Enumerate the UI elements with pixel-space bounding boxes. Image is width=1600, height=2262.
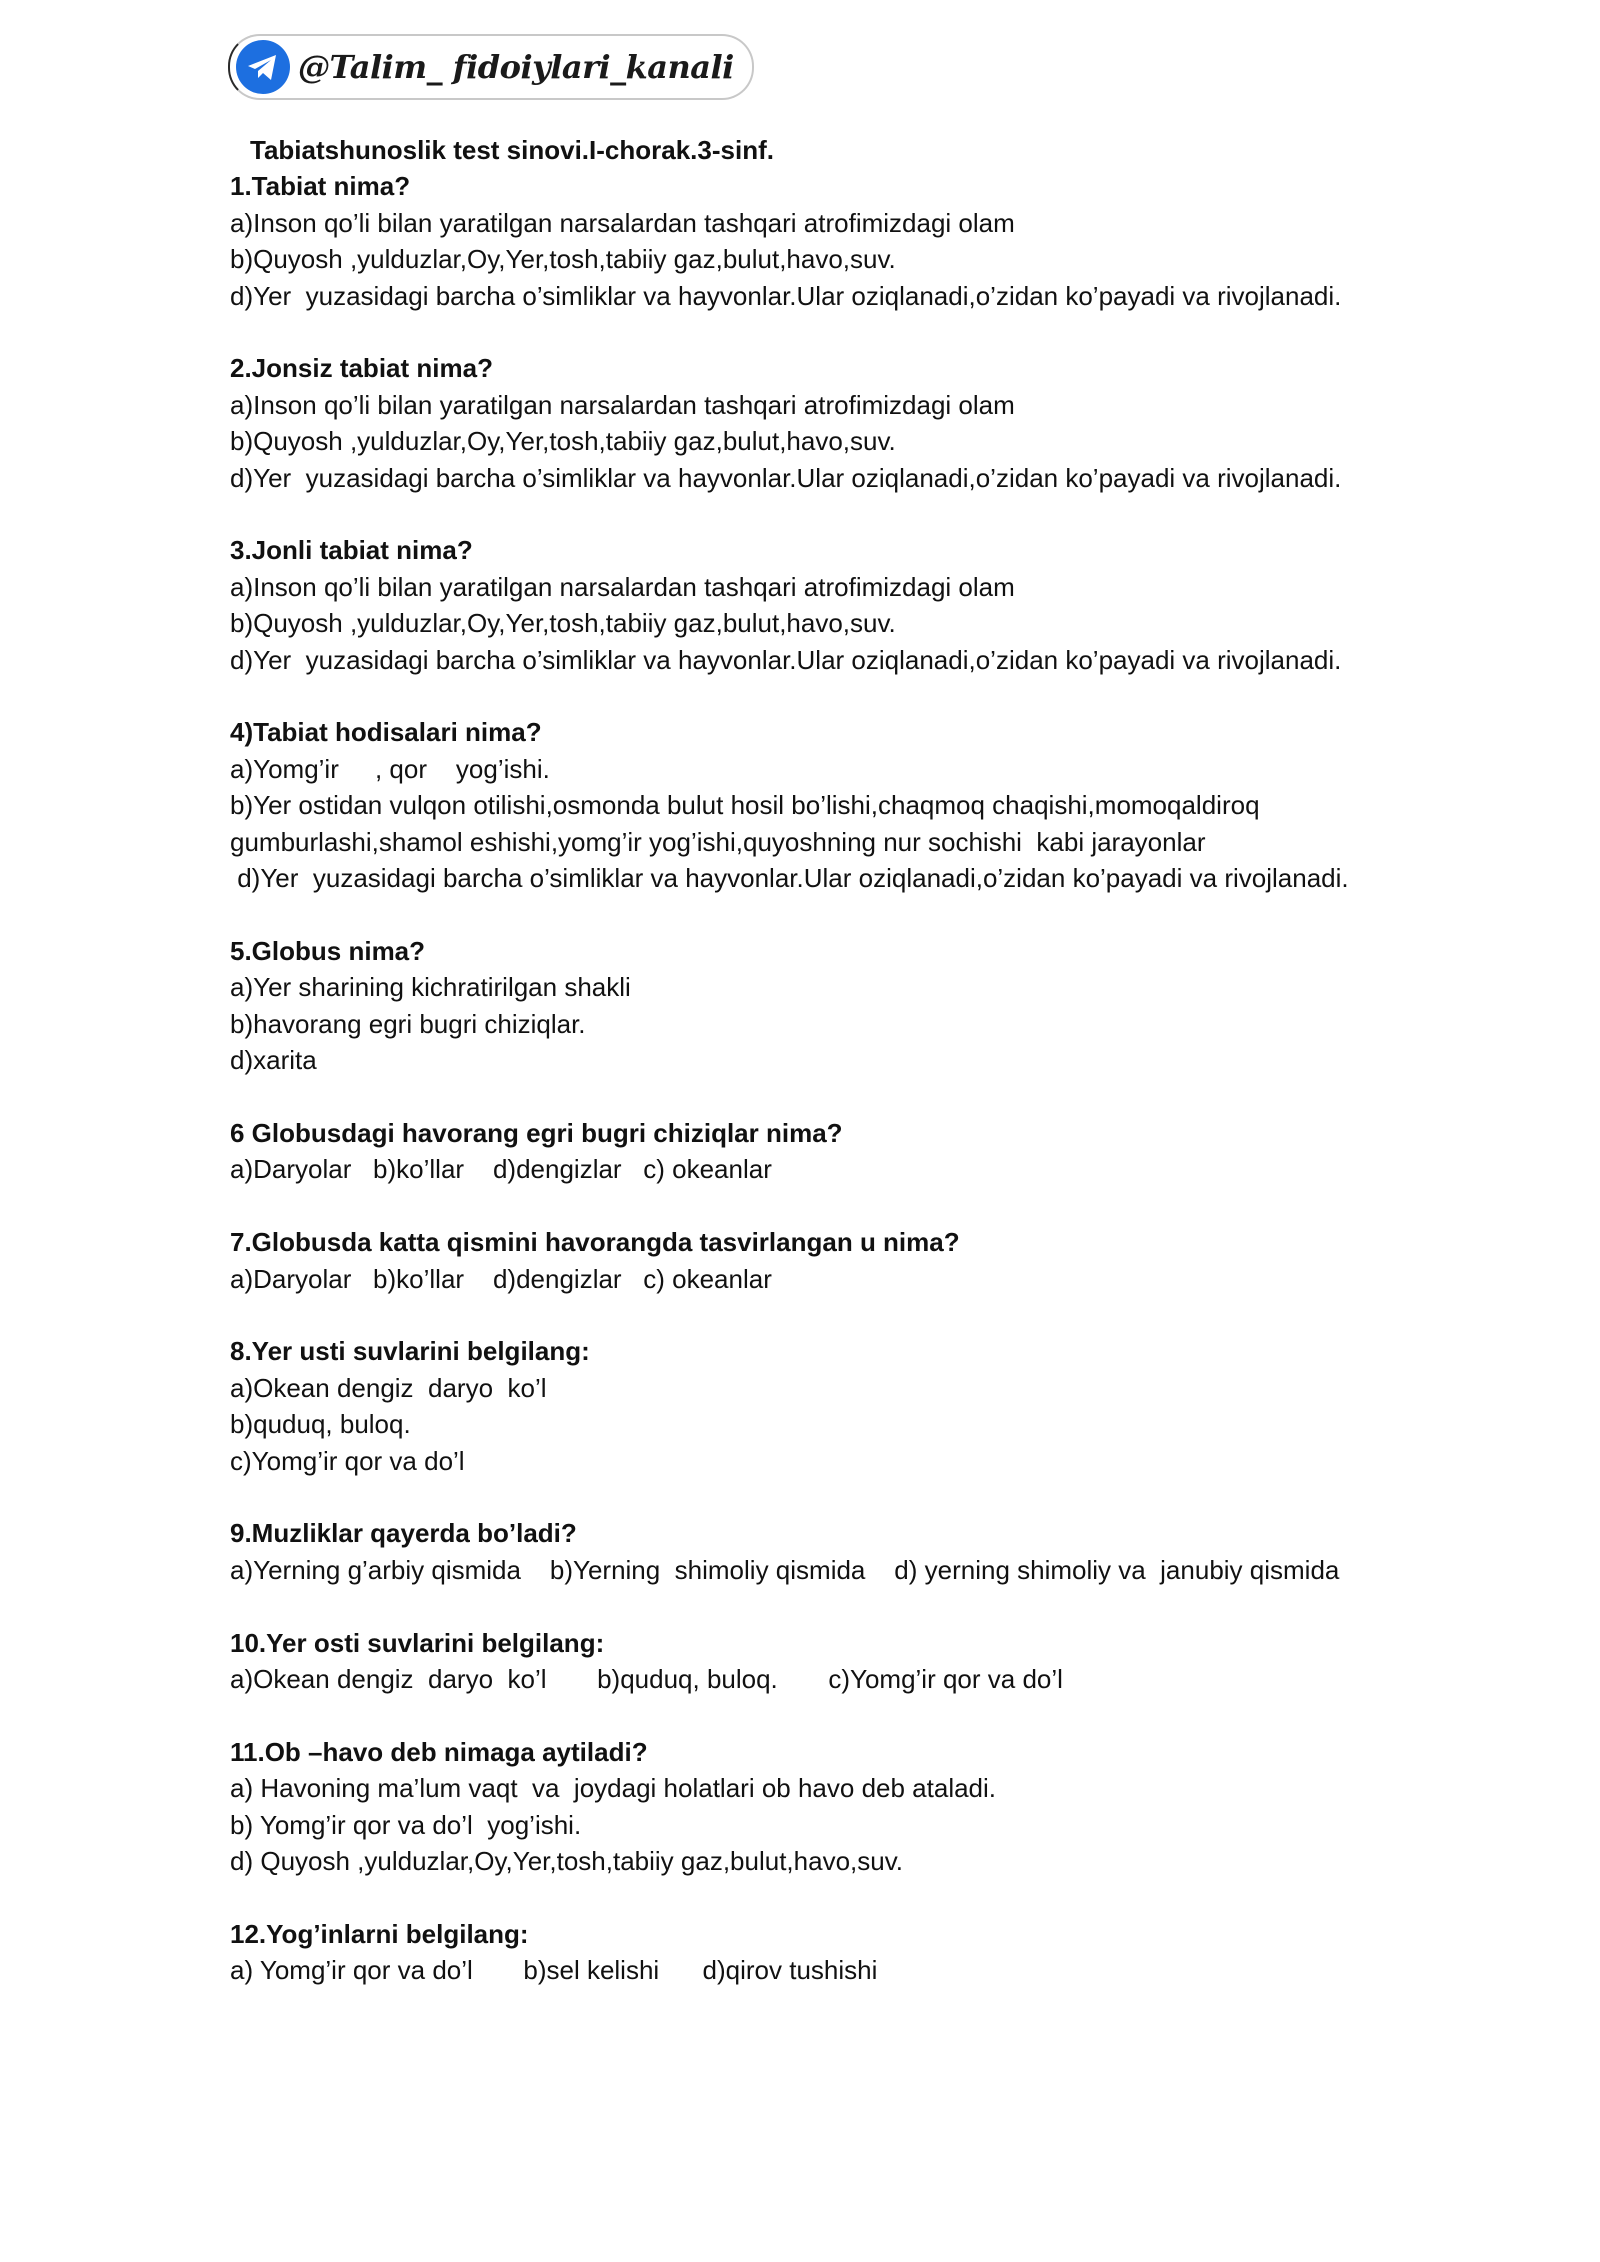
channel-name: @Talim_ fidoiylari_kanali — [298, 48, 734, 86]
answer-option: d)Yer yuzasidagi barcha o’simliklar va hayvonlar.Ular oziqlanadi,o’zidan ko’payadi va rivojlanadi. — [230, 280, 1342, 311]
question-block — [230, 1625, 1550, 1698]
answer-option: gumburlashi,shamol eshishi,yomg’ir yog’ishi,quyoshning nur sochishi kabi jarayonlar — [230, 826, 1206, 857]
question-title: 3.Jonli tabiat nima? — [230, 535, 473, 566]
answer-option: a)Okean dengiz daryo ko’l — [230, 1372, 547, 1403]
question-title: 11.Ob –havo deb nimaga aytiladi? — [230, 1736, 648, 1767]
answer-option: d)Yer yuzasidagi barcha o’simliklar va hayvonlar.Ular oziqlanadi,o’zidan ko’payadi va rivojlanadi. — [230, 462, 1342, 493]
answer-option: a)Yer sharining kichratirilgan shakli — [230, 972, 631, 1003]
document-title: Tabiatshunoslik test sinovi.I-chorak.3-sinf. — [250, 135, 774, 165]
question-title: 2.Jonsiz tabiat nima? — [230, 353, 493, 384]
question-block — [230, 168, 1550, 314]
answer-option: a)Daryolar b)ko’llar d)dengizlar c) okeanlar — [230, 1154, 772, 1185]
question-title: 10.Yer osti suvlarini belgilang: — [230, 1627, 605, 1658]
answer-option: a) Havoning ma’lum vaqt va joydagi holatlari ob havo deb ataladi. — [230, 1773, 997, 1804]
answer-option: a)Inson qo’li bilan yaratilgan narsalardan tashqari atrofimizdagi olam — [230, 207, 1015, 238]
question-block — [230, 532, 1550, 678]
question-title: 12.Yog’inlarni belgilang: — [230, 1918, 529, 1949]
answer-option: b)havorang egri bugri chiziqlar. — [230, 1008, 586, 1039]
answer-option: a)Okean dengiz daryo ko’l b)quduq, buloq. c)Yomg’ir qor va do’l — [230, 1663, 1063, 1694]
test-content — [230, 132, 1550, 2025]
answer-option: d)Yer yuzasidagi barcha o’simliklar va hayvonlar.Ular oziqlanadi,o’zidan ko’payadi va rivojlanadi. — [230, 863, 1349, 894]
question-title: 8.Yer usti suvlarini belgilang: — [230, 1336, 590, 1367]
question-title: 5.Globus nima? — [230, 935, 426, 966]
answer-option: b)Quyosh ,yulduzlar,Oy,Yer,tosh,tabiiy gaz,bulut,havo,suv. — [230, 608, 896, 639]
answer-option: d)xarita — [230, 1045, 317, 1076]
answer-option: b)quduq, buloq. — [230, 1409, 411, 1440]
question-block — [230, 1224, 1550, 1297]
telegram-icon — [234, 38, 292, 96]
question-block — [230, 350, 1550, 496]
channel-watermark — [228, 34, 754, 100]
question-block — [230, 714, 1550, 896]
answer-option: d) Quyosh ,yulduzlar,Oy,Yer,tosh,tabiiy gaz,bulut,havo,suv. — [230, 1845, 904, 1876]
answer-option: a)Yomg’ir , qor yog’ishi. — [230, 753, 550, 784]
question-block — [230, 1734, 1550, 1880]
answer-option: d)Yer yuzasidagi barcha o’simliklar va hayvonlar.Ular oziqlanadi,o’zidan ko’payadi va rivojlanadi. — [230, 644, 1342, 675]
question-title: 1.Tabiat nima? — [230, 171, 411, 202]
question-list — [230, 168, 1550, 1988]
question-title: 7.Globusda katta qismini havorangda tasvirlangan u nima? — [230, 1227, 960, 1258]
answer-option: b)Quyosh ,yulduzlar,Oy,Yer,tosh,tabiiy gaz,bulut,havo,suv. — [230, 244, 896, 275]
answer-option: a)Inson qo’li bilan yaratilgan narsalardan tashqari atrofimizdagi olam — [230, 389, 1015, 420]
answer-option: a)Daryolar b)ko’llar d)dengizlar c) okeanlar — [230, 1263, 772, 1294]
question-block — [230, 1515, 1550, 1588]
answer-option: c)Yomg’ir qor va do’l — [230, 1445, 465, 1476]
question-title: 6 Globusdagi havorang egri bugri chiziqlar nima? — [230, 1117, 843, 1148]
question-title: 9.Muzliklar qayerda bo’ladi? — [230, 1518, 577, 1549]
answer-option: b) Yomg’ir qor va do’l yog’ishi. — [230, 1809, 582, 1840]
question-title: 4)Tabiat hodisalari nima? — [230, 717, 542, 748]
answer-option: a) Yomg’ir qor va do’l b)sel kelishi d)qirov tushishi — [230, 1955, 878, 1986]
answer-option: a)Inson qo’li bilan yaratilgan narsalardan tashqari atrofimizdagi olam — [230, 571, 1015, 602]
question-block — [230, 1333, 1550, 1479]
answer-option: b)Quyosh ,yulduzlar,Oy,Yer,tosh,tabiiy gaz,bulut,havo,suv. — [230, 426, 896, 457]
answer-option: a)Yerning g’arbiy qismida b)Yerning shimoliy qismida d) yerning shimoliy va janubiy qismida — [230, 1554, 1340, 1585]
question-block — [230, 1115, 1550, 1188]
question-block — [230, 1916, 1550, 1989]
question-block — [230, 933, 1550, 1079]
answer-option: b)Yer ostidan vulqon otilishi,osmonda bulut hosil bo’lishi,chaqmoq chaqishi,momoqaldiroq — [230, 790, 1260, 821]
